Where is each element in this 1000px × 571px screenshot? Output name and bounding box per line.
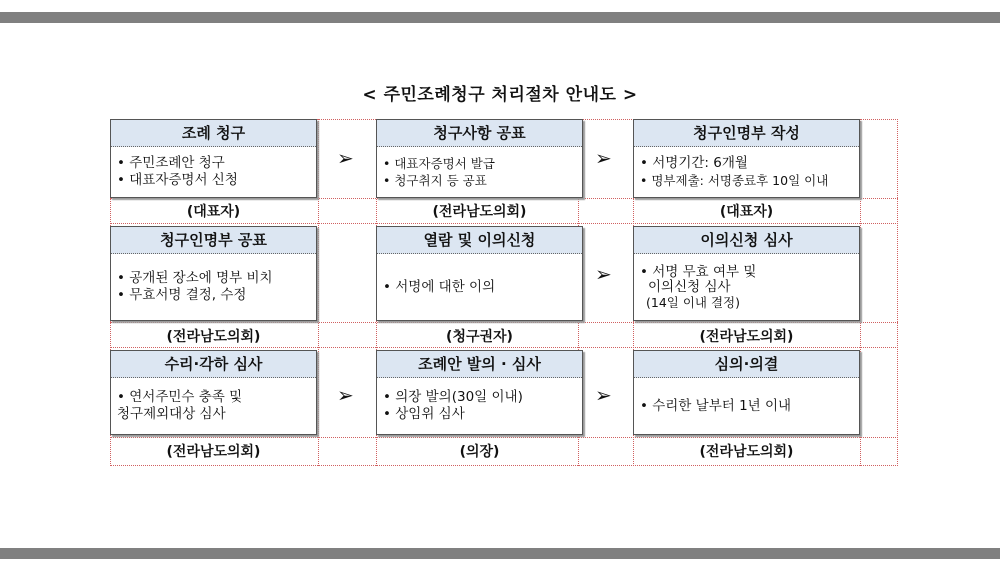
step-title: 청구인명부 작성 [634, 120, 859, 147]
step-title: 심의·의결 [634, 351, 859, 378]
arrow-right-icon: ➢ [595, 262, 612, 286]
step-line: • 무효서명 결정, 수정 [117, 287, 247, 303]
step-line: • 상임위 심사 [383, 406, 465, 422]
step-box [110, 350, 317, 435]
step-box [633, 350, 860, 435]
step-line: • 대표자증명서 발급 [383, 156, 495, 171]
step-body [111, 254, 316, 320]
step-title: 청구사항 공표 [377, 120, 582, 147]
step-body [377, 254, 582, 320]
arrow-right-icon: ➢ [337, 383, 354, 407]
step-line: • 대표자증명서 신청 [117, 172, 238, 188]
top-bar [0, 12, 1000, 23]
step-line: • 서명 무효 여부 및 [640, 263, 757, 280]
actor-label: (청구권자) [446, 329, 513, 345]
step-box [376, 119, 583, 198]
step-box [633, 226, 860, 321]
grid-line [110, 437, 898, 438]
actor-label: (대표자) [186, 204, 241, 220]
grid-line [318, 119, 319, 466]
step-box [110, 119, 317, 198]
step-body [634, 254, 859, 320]
step-line: • 서명에 대한 이의 [383, 278, 496, 295]
step-line: • 공개된 장소에 명부 비치 [117, 270, 273, 286]
step-body [111, 147, 316, 197]
step-line: • 수리한 날부터 1년 이내 [640, 397, 792, 414]
actor-label: (대표자) [719, 204, 774, 220]
step-title: 수리·각하 심사 [111, 351, 316, 378]
step-line: • 의장 발의(30일 이내) [383, 389, 523, 405]
step-line: • 서명기간: 6개월 [640, 155, 748, 171]
step-body [111, 378, 316, 434]
bottom-bar [0, 548, 1000, 559]
step-box [376, 350, 583, 435]
grid-line [110, 347, 898, 348]
arrow-right-icon: ➢ [595, 146, 612, 170]
step-line: (14일 이내 결정) [646, 294, 740, 310]
grid-line [897, 119, 898, 466]
step-box [633, 119, 860, 198]
step-box [110, 226, 317, 321]
step-body [377, 147, 582, 197]
actor-label: (전라남도의회) [432, 204, 527, 220]
grid-line [110, 223, 898, 224]
step-body [634, 378, 859, 434]
arrow-right-icon: ➢ [337, 146, 354, 170]
step-title: 조례안 발의 · 심사 [377, 351, 582, 378]
step-title: 열람 및 이의신청 [377, 227, 582, 254]
step-body [634, 147, 859, 197]
arrow-right-icon: ➢ [595, 383, 612, 407]
step-title: 이의신청 심사 [634, 227, 859, 254]
actor-label: (전라남도의회) [699, 444, 794, 460]
grid-line [110, 465, 898, 466]
step-line: • 청구취지 등 공표 [383, 173, 487, 188]
step-body [377, 378, 582, 434]
actor-label: (전라남도의회) [166, 329, 261, 345]
actor-label: (의장) [459, 444, 500, 460]
step-line: • 명부제출: 서명종료후 10일 이내 [640, 173, 829, 188]
page-title: < 주민조례청구 처리절차 안내도 > [362, 85, 638, 105]
step-line: • 연서주민수 충족 및 [117, 389, 243, 405]
step-title: 조례 청구 [111, 120, 316, 147]
step-box [376, 226, 583, 321]
step-line: 이의신청 심사 [648, 278, 731, 295]
grid-line [860, 119, 861, 466]
actor-label: (전라남도의회) [699, 329, 794, 345]
step-title: 청구인명부 공표 [111, 227, 316, 254]
step-line: 청구제외대상 심사 [117, 406, 226, 422]
actor-label: (전라남도의회) [166, 444, 261, 460]
step-line: • 주민조례안 청구 [117, 155, 225, 171]
grid-line [110, 322, 898, 323]
grid-line [110, 198, 898, 199]
